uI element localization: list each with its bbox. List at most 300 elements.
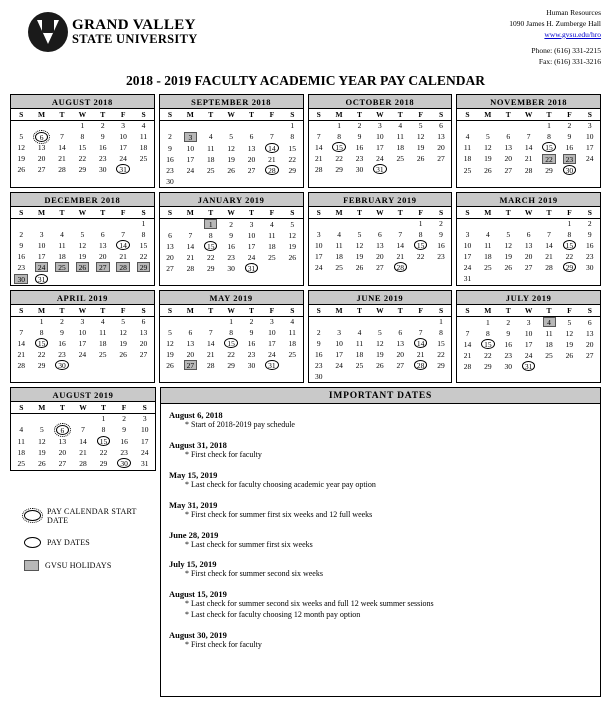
calendar-cell (431, 372, 451, 383)
calendar-cell (241, 121, 261, 132)
week-row (457, 274, 600, 285)
calendar-cell (498, 252, 518, 263)
calendar-cell (133, 154, 153, 165)
day-cell: 17 (335, 349, 343, 359)
calendar-cell (201, 219, 221, 231)
calendar-cell (478, 329, 498, 340)
calendar-cell (160, 328, 180, 339)
day-cell: 10 (335, 338, 343, 348)
day-cell-pay: 28 (414, 360, 428, 370)
calendar-cell (478, 252, 498, 263)
calendar-cell (559, 339, 579, 351)
calendar-cell (580, 361, 600, 373)
day-cell: 27 (586, 350, 594, 360)
calendar-cell (329, 262, 349, 274)
day-cell: 25 (139, 153, 148, 163)
day-cell: 12 (166, 338, 174, 348)
day-cell: 28 (314, 164, 323, 174)
calendar-cell (329, 154, 349, 165)
day-cell: 30 (314, 371, 323, 381)
day-cell: 28 (524, 165, 533, 175)
day-cell: 20 (504, 154, 512, 164)
calendar-cell (329, 317, 349, 328)
important-date-entry (169, 630, 592, 651)
calendar-cell (11, 240, 31, 252)
week-row (11, 425, 155, 437)
week-row (457, 230, 600, 241)
day-cell: 22 (565, 251, 574, 261)
day-cell: 20 (37, 153, 46, 163)
week-row (457, 219, 600, 230)
calendar-cell (93, 154, 113, 165)
calendar-grid (10, 94, 601, 383)
calendar-cell (329, 219, 349, 230)
calendar-cell (309, 132, 329, 143)
calendar-cell (180, 165, 200, 177)
day-cell: 25 (99, 349, 107, 359)
pay-marker-icon (24, 537, 41, 548)
calendar-cell (580, 317, 600, 329)
week-row (457, 165, 600, 177)
weekday-header: W (221, 305, 241, 317)
calendar-cell (32, 448, 53, 459)
calendar-cell (498, 142, 518, 154)
calendar-cell (113, 219, 133, 230)
calendar-cell (390, 154, 410, 165)
day-cell: 21 (119, 251, 127, 261)
calendar-cell (241, 219, 261, 231)
day-cell: 16 (586, 240, 594, 250)
calendar-cell (52, 240, 72, 252)
contact-block (509, 6, 601, 67)
calendar-cell (93, 436, 114, 448)
day-cell: 8 (567, 229, 572, 239)
calendar-cell (180, 338, 200, 350)
calendar-cell (431, 350, 451, 361)
day-cell-pay: 15 (542, 142, 556, 152)
day-cell-holiday: 3 (184, 132, 197, 142)
day-cell: 17 (524, 339, 533, 349)
calendar-cell (498, 240, 518, 252)
month-table (309, 305, 452, 382)
important-date-label: May 31, 2019 (169, 499, 218, 510)
day-cell: 6 (439, 121, 443, 131)
day-cell: 3 (142, 414, 147, 424)
calendar-cell (133, 230, 153, 241)
calendar-cell (518, 165, 538, 177)
calendar-cell (133, 350, 153, 361)
day-cell: 9 (316, 338, 321, 348)
calendar-cell (580, 132, 600, 143)
day-cell: 24 (586, 154, 594, 164)
calendar-cell (93, 350, 113, 361)
day-cell: 29 (227, 360, 235, 370)
day-cell: 18 (335, 251, 343, 261)
week-row (11, 448, 155, 459)
day-cell: 12 (119, 327, 127, 337)
day-cell: 2 (19, 229, 24, 239)
day-cell: 19 (376, 349, 384, 359)
calendar-cell (201, 328, 221, 339)
calendar-cell (93, 360, 113, 372)
day-cell: 7 (547, 229, 551, 239)
weekday-header: S (431, 109, 451, 121)
week-row (457, 154, 600, 166)
calendar-cell (457, 219, 477, 230)
calendar-cell (370, 328, 390, 339)
calendar-cell (431, 121, 451, 132)
day-cell: 4 (337, 229, 341, 239)
day-cell: 3 (249, 219, 254, 229)
weekday-header: F (559, 305, 579, 317)
day-cell: 16 (120, 436, 128, 446)
day-cell: 18 (484, 251, 492, 261)
calendar-cell (349, 219, 369, 230)
calendar-cell (498, 361, 518, 373)
calendar-cell (349, 252, 369, 263)
calendar-cell (580, 219, 600, 230)
day-cell-holiday: 23 (563, 154, 577, 164)
day-cell: 6 (377, 229, 382, 239)
calendar-cell (180, 132, 200, 144)
calendar-cell (329, 132, 349, 143)
week-row (160, 132, 303, 144)
calendar-cell (52, 219, 72, 230)
day-cell: 21 (524, 154, 533, 164)
week-row (160, 350, 303, 361)
day-cell: 25 (396, 153, 404, 163)
legend-label: PAY DATES (47, 537, 90, 547)
calendar-cell (113, 230, 133, 241)
calendar-cell (349, 164, 369, 176)
day-cell: 12 (288, 230, 297, 240)
calendar-cell (410, 317, 430, 328)
day-cell: 11 (139, 132, 148, 142)
calendar-cell (31, 240, 51, 252)
calendar-cell (52, 448, 73, 459)
day-cell: 10 (37, 240, 46, 250)
weekday-header: W (518, 305, 538, 317)
calendar-cell (52, 317, 72, 328)
day-cell: 23 (504, 350, 512, 360)
day-cell: 26 (565, 350, 574, 360)
week-row (11, 338, 154, 350)
calendar-cell (518, 240, 538, 252)
day-cell: 13 (99, 240, 107, 250)
calendar-cell (329, 328, 349, 339)
calendar-cell (52, 436, 73, 448)
calendar-cell (52, 164, 72, 176)
day-cell: 20 (186, 349, 195, 359)
week-row (457, 339, 600, 351)
calendar-cell (180, 253, 200, 264)
day-cell: 17 (268, 338, 276, 348)
day-cell: 14 (186, 241, 195, 251)
day-cell: 28 (206, 360, 215, 370)
calendar-cell (410, 132, 430, 143)
calendar-cell (93, 121, 113, 132)
week-row (11, 154, 154, 165)
week-row (11, 360, 154, 372)
day-cell: 23 (355, 153, 364, 163)
day-cell: 24 (376, 153, 384, 163)
day-cell: 1 (439, 317, 443, 327)
calendar-cell (262, 317, 282, 328)
week-row (309, 372, 452, 383)
calendar-cell (478, 219, 498, 230)
calendar-cell (180, 143, 200, 155)
important-date-entry (169, 440, 592, 461)
important-date-label: August 31, 2018 (169, 440, 227, 451)
calendar-cell (282, 263, 302, 275)
calendar-cell (180, 317, 200, 328)
day-cell: 25 (463, 165, 472, 175)
calendar-cell (309, 252, 329, 263)
calendar-cell (539, 219, 559, 230)
month-title: FEBRUARY 2019 (309, 193, 452, 207)
calendar-cell (370, 338, 390, 350)
month-august-2018 (10, 94, 155, 188)
day-cell: 24 (140, 447, 149, 457)
calendar-cell (52, 143, 72, 154)
month-table (309, 109, 452, 176)
calendar-cell (133, 219, 153, 230)
weekday-header: W (72, 305, 92, 317)
calendar-cell (73, 458, 94, 470)
calendar-cell (31, 338, 51, 350)
calendar-cell (282, 241, 302, 253)
day-cell: 28 (463, 361, 472, 371)
week-row (11, 252, 154, 263)
calendar-cell (11, 274, 31, 286)
week-row (160, 253, 303, 264)
week-row (457, 262, 600, 274)
day-cell: 30 (247, 360, 256, 370)
day-cell: 1 (141, 219, 146, 229)
weekday-header: W (370, 109, 390, 121)
day-cell: 13 (247, 143, 256, 153)
weekday-header: T (390, 207, 410, 219)
month-table (457, 109, 600, 177)
calendar-cell (329, 121, 349, 132)
calendar-cell (390, 262, 410, 274)
calendar-cell (160, 155, 180, 166)
month-february-2019 (308, 192, 453, 286)
day-cell: 10 (314, 240, 323, 250)
calendar-cell (457, 132, 477, 143)
day-cell: 25 (206, 165, 215, 175)
week-row (457, 132, 600, 143)
calendar-cell (52, 252, 72, 263)
day-cell: 7 (121, 229, 126, 239)
week-row (309, 317, 452, 328)
contact-website-link[interactable]: www.gvsu.edu/hro (544, 29, 601, 39)
calendar-cell (52, 274, 72, 286)
day-cell: 11 (484, 240, 492, 250)
day-cell: 15 (437, 338, 445, 348)
week-row (309, 142, 452, 154)
day-cell: 14 (58, 143, 66, 153)
day-cell: 6 (587, 317, 592, 327)
day-cell: 21 (79, 447, 87, 457)
day-cell: 2 (439, 219, 443, 229)
weekday-header: S (282, 305, 302, 317)
weekday-header: S (457, 207, 477, 219)
calendar-cell (52, 360, 72, 372)
day-cell-pay: 15 (563, 240, 577, 250)
weekday-header: T (349, 207, 369, 219)
calendar-cell (559, 121, 579, 132)
month-title: MARCH 2019 (457, 193, 600, 207)
week-row (160, 317, 303, 328)
week-row (11, 121, 154, 132)
weekday-header: S (160, 305, 180, 317)
day-cell: 29 (545, 165, 553, 175)
day-cell: 22 (484, 350, 492, 360)
calendar-cell (518, 329, 538, 340)
day-cell: 23 (247, 349, 256, 359)
month-june-2019 (308, 290, 453, 383)
day-cell: 2 (587, 219, 592, 229)
calendar-cell (498, 339, 518, 351)
important-date-note: * Last check for summer first six weeks (185, 539, 313, 549)
week-row (309, 132, 452, 143)
calendar-cell (431, 142, 451, 154)
day-cell: 9 (168, 143, 172, 153)
day-cell: 29 (484, 361, 492, 371)
week-row (160, 121, 303, 132)
day-cell: 23 (227, 252, 235, 262)
bottom-section (10, 387, 601, 697)
calendar-cell (241, 338, 261, 350)
important-date-note: * First check for faculty (185, 639, 262, 649)
important-date-note: * First check for summer second six weeks (185, 569, 323, 579)
day-cell: 8 (485, 328, 490, 338)
calendar-cell (410, 262, 430, 274)
weekday-header: S (431, 305, 451, 317)
day-cell: 4 (141, 121, 146, 131)
day-cell-holiday: 28 (116, 262, 130, 272)
calendar-cell (370, 262, 390, 274)
calendar-cell (241, 317, 261, 328)
calendar-cell (52, 328, 72, 339)
weekday-header: S (11, 402, 32, 414)
calendar-cell (518, 219, 538, 230)
calendar-cell (431, 252, 451, 263)
calendar-cell (410, 164, 430, 176)
calendar-cell (457, 361, 477, 373)
calendar-cell (329, 252, 349, 263)
calendar-cell (282, 231, 302, 242)
calendar-cell (160, 143, 180, 155)
day-cell: 3 (121, 121, 126, 131)
calendar-cell (113, 252, 133, 263)
calendar-cell (539, 132, 559, 143)
week-row (11, 436, 155, 448)
day-cell: 19 (355, 251, 364, 261)
calendar-cell (241, 360, 261, 372)
day-cell: 5 (80, 229, 85, 239)
week-row (160, 328, 303, 339)
calendar-cell (221, 241, 241, 253)
day-cell: 10 (268, 327, 276, 337)
week-row (11, 132, 154, 144)
day-cell: 17 (463, 251, 472, 261)
day-cell-pay: 30 (563, 165, 577, 175)
day-cell: 13 (504, 142, 512, 152)
calendar-cell (457, 262, 477, 274)
day-cell-pay: 31 (116, 164, 130, 174)
day-cell: 18 (268, 241, 276, 251)
day-cell: 5 (567, 317, 572, 327)
week-row (11, 274, 154, 286)
day-cell: 7 (316, 131, 321, 141)
calendar-cell (241, 231, 261, 242)
calendar-cell (457, 274, 477, 285)
weekday-header: T (201, 207, 221, 219)
weekday-header: W (221, 109, 241, 121)
weekday-header: W (72, 207, 92, 219)
calendar-cell (201, 132, 221, 144)
weekday-header: T (241, 305, 261, 317)
weekday-header: F (113, 207, 133, 219)
calendar-cell (11, 458, 32, 470)
weekday-header: F (410, 207, 430, 219)
calendar-cell (539, 317, 559, 329)
weekday-header: T (93, 402, 114, 414)
important-dates-list (161, 404, 600, 667)
calendar-cell (559, 262, 579, 274)
calendar-cell (370, 252, 390, 263)
calendar-cell (410, 252, 430, 263)
important-date-note: * First check for faculty (185, 450, 262, 460)
calendar-cell (160, 263, 180, 275)
calendar-cell (113, 240, 133, 252)
calendar-cell (221, 317, 241, 328)
calendar-cell (539, 262, 559, 274)
calendar-cell (309, 262, 329, 274)
calendar-cell (113, 274, 133, 286)
day-cell: 22 (78, 153, 87, 163)
calendar-row (10, 290, 601, 383)
weekday-header: W (370, 207, 390, 219)
calendar-cell (478, 351, 498, 362)
calendar-cell (370, 360, 390, 372)
calendar-cell (349, 142, 369, 154)
calendar-cell (134, 436, 155, 448)
day-cell: 24 (119, 153, 127, 163)
calendar-cell (262, 231, 282, 242)
calendar-cell (580, 339, 600, 351)
calendar-cell (349, 360, 369, 372)
calendar-cell (457, 142, 477, 154)
day-cell: 20 (166, 252, 174, 262)
calendar-cell (201, 155, 221, 166)
calendar-cell (478, 361, 498, 373)
calendar-cell (72, 143, 92, 154)
day-cell: 10 (140, 425, 149, 435)
day-cell: 13 (524, 240, 533, 250)
week-row (457, 121, 600, 132)
calendar-cell (221, 253, 241, 264)
calendar-cell (390, 360, 410, 372)
day-cell-start: 6 (56, 425, 69, 435)
calendar-cell (349, 154, 369, 165)
calendar-cell (93, 425, 114, 437)
month-december-2018 (10, 192, 155, 286)
calendar-cell (498, 274, 518, 285)
calendar-cell (580, 351, 600, 362)
